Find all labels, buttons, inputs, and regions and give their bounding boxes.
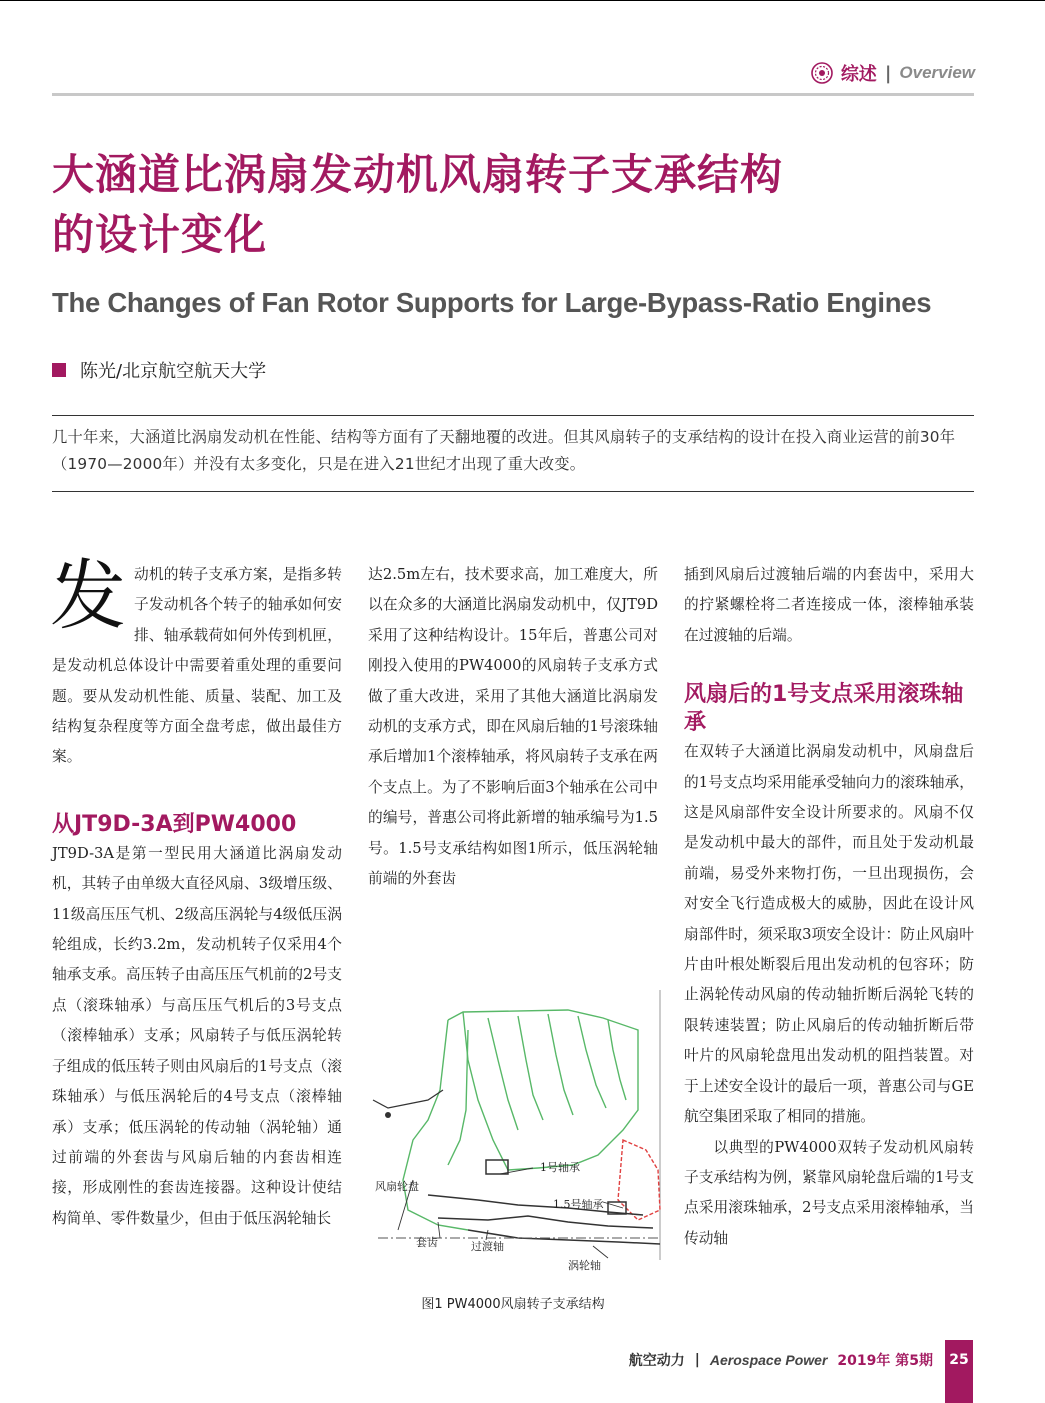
journal-separator: | <box>694 1352 700 1368</box>
heading-jt9d-to-pw4000: 从JT9D-3A到PW4000 <box>52 811 297 837</box>
paragraph-intro-text: 动机的转子支承方案，是指多转子发动机各个转子的轴承如何安排、轴承载荷如何外传到机匣，是发动机总体设计中需要着重处理的重要问题。要从发动机性能、质量、装配、加工及结构复杂程度等方面全盘考虑，做出最佳方案。 <box>52 566 342 766</box>
paragraph-jt9d: JT9D-3A是第一型民用大涵道比涡扇发动机，其转子由单级大直径风扇、3级增压级、11级高压压气机、2级高压涡轮与4级低压涡轮组成，长约3.2m，发动机转子仅采用4个轴承支承。高压转子由高压压气机前的2号支点（滚珠轴承）与高压压气机后的3号支点（滚棒轴承）支承；风扇转子与低压涡轮转子组成的低压转子则由风扇后的1号支点（滚珠轴承）与低压涡轮后的4号支点（滚棒轴承）支承；低压涡轮的传动轴（涡轮轴）通过前端的外套齿与风扇后轴的内套齿相连接，形成刚性的套齿连接器。这种设计使结构简单、零件数量少，但由于低压涡轮轴长 <box>52 844 342 1227</box>
column-3 <box>684 560 974 1254</box>
section-label-en: Overview <box>899 63 975 82</box>
label-fan-disk: 风扇轮盘 <box>375 1180 419 1193</box>
top-border <box>0 0 1045 1</box>
abstract-top-rule <box>52 415 974 416</box>
casing-drawing <box>373 1090 443 1108</box>
author-bullet-icon <box>52 363 66 377</box>
figure-caption: 图1 PW4000风扇转子支承结构 <box>421 1297 605 1312</box>
author-line <box>52 357 266 383</box>
abstract-bottom-rule <box>52 491 974 492</box>
label-turbine-shaft: 涡轮轴 <box>568 1259 601 1272</box>
label-bearing-1-5: 1.5号轴承 <box>553 1198 604 1211</box>
casing-bolt <box>385 1112 391 1118</box>
paragraph-pw4000: 达2.5m左右，技术要求高，加工难度大，所以在众多的大涵道比涡扇发动机中，仅JT9D采用了这种结构设计。15年后，普惠公司对刚投入使用的PW4000的风扇转子支承方式做了重大改进，采用了其他大涵道比涡扇发动机的支承方式，即在风扇后轴的1号滚珠轴承后增加1个滚棒轴承，将风扇转子支承在两个支点上。为了不影响后面3个轴承在公司中的编号，普惠公司将此新增的轴承编号为1.5号。1.5号支承结构如图1所示，低压涡轮轴前端的外套齿 <box>368 566 658 888</box>
fan-structure-drawing <box>403 1010 638 1230</box>
drop-cap: 发 <box>50 551 126 640</box>
title-cn-line1: 大涵道比涡扇发动机风扇转子支承结构 <box>52 150 784 199</box>
section-separator: | <box>884 62 892 84</box>
journal-name-en: Aerospace Power <box>709 1352 828 1368</box>
article-title-en: The Changes of Fan Rotor Supports for Large-Bypass-Ratio Engines <box>52 287 932 318</box>
paragraph-intro <box>50 551 342 773</box>
figure-pw4000-fan-rotor-support <box>368 990 668 1310</box>
column-1 <box>50 551 342 1234</box>
page-number: 25 <box>945 1340 973 1403</box>
paragraph-spline: 插到风扇后过渡轴后端的内套齿中，采用大的拧紧螺栓将二者连接成一体，滚棒轴承装在过渡轴的后端。 <box>684 566 974 644</box>
journal-issue: 2019年 第5期 <box>837 1353 933 1369</box>
header-rule <box>52 93 974 96</box>
column-2 <box>368 560 658 894</box>
label-spline: 套齿 <box>416 1236 438 1249</box>
abstract: 几十年来，大涵道比涡扇发动机在性能、结构等方面有了天翻地覆的改进。但其风扇转子的支承结构的设计在投入商业运营的前30年（1970—2000年）并没有太多变化，只是在进入21世纪才出现了重大改变。 <box>52 428 956 473</box>
label-bearing-1: 1号轴承 <box>540 1161 580 1174</box>
section-header <box>811 60 975 86</box>
page-footer <box>629 1350 933 1370</box>
section-label-cn: 综述 <box>840 64 877 85</box>
journal-seal-icon <box>811 62 833 84</box>
article-title-cn <box>52 145 982 265</box>
heading-no1-bearing: 风扇后的1号支点采用滚珠轴承 <box>684 682 964 736</box>
title-cn-line2: 的设计变化 <box>52 210 268 259</box>
author-name: 陈光/北京航空航天大学 <box>80 361 267 382</box>
label-transition-shaft: 过渡轴 <box>471 1240 504 1253</box>
hot-section-drawing <box>618 1140 660 1220</box>
paragraph-pw4000-example: 以典型的PW4000双转子发动机风扇转子支承结构为例，紧靠风扇轮盘后端的1号支点采用滚珠轴承，2号支点采用滚棒轴承，当传动轴 <box>684 1138 974 1247</box>
journal-name-cn: 航空动力 <box>628 1353 685 1369</box>
paragraph-no1-bearing: 在双转子大涵道比涡扇发动机中，风扇盘后的1号支点均采用能承受轴向力的滚珠轴承，这是风扇部件安全设计所要求的。风扇不仅是发动机中最大的部件，而且处于发动机最前端，易受外来物打伤，一旦出现损伤，会对安全飞行造成极大的威胁，因此在设计风扇部件时，须采取3项安全设计：防止风扇叶片由叶根处断裂后甩出发动机的包容环；防止涡轮传动风扇的传动轴折断后涡轮飞转的限转速装置；防止风扇后的传动轴折断后带叶片的风扇轮盘甩出发动机的阻挡装置。对于上述安全设计的最后一项，普惠公司与GE航空集团采取了相同的措施。 <box>684 743 974 1126</box>
